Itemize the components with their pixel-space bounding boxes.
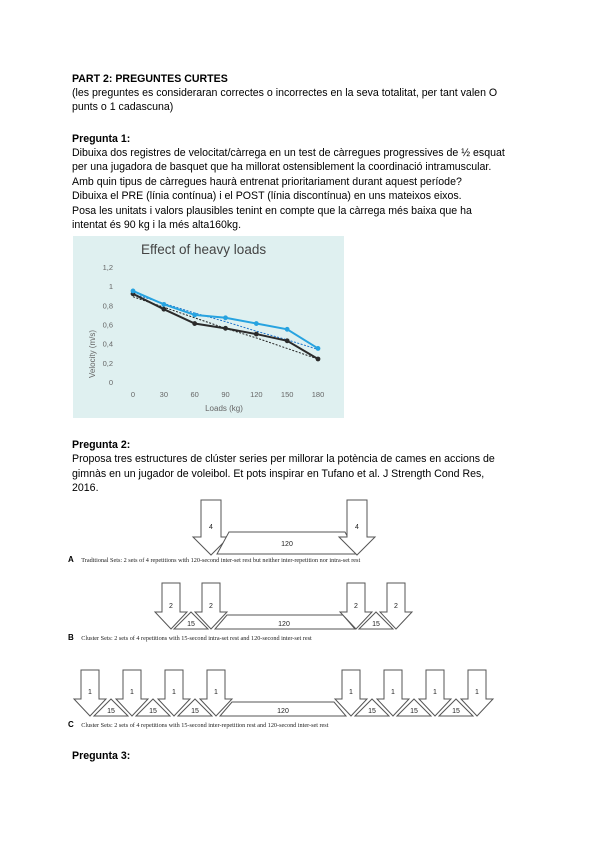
data-point-post — [316, 346, 321, 351]
part-title: PART 2: PREGUNTES CURTES — [72, 73, 228, 85]
rest-b: 120 — [278, 621, 290, 628]
rep-a-2: 4 — [355, 524, 359, 531]
q2-line-2: gimnàs en un jugador de voleibol. Et pots inspirar en Tufano et al. J Strength Cond Res, — [72, 468, 485, 480]
data-point-pre — [192, 321, 197, 326]
rep-c-5: 1 — [349, 689, 353, 696]
caption-a-letter: A — [68, 555, 74, 564]
data-point-pre — [223, 326, 228, 331]
q1-line-5: Posa les unitats i valors plausibles tenint en compte que la càrrega més baixa que ha — [72, 205, 472, 217]
data-point-pre — [285, 338, 290, 343]
data-point-post — [131, 289, 136, 294]
rest-c: 120 — [277, 708, 289, 715]
chart-background — [73, 236, 344, 418]
data-point-pre — [254, 332, 259, 337]
y-tick-label: 0,8 — [102, 301, 113, 311]
caption-c-text: Cluster Sets: 2 sets of 4 repetitions with 15-second inter-repetition rest and 120-second inter-set rest — [81, 722, 329, 729]
data-point-post — [223, 315, 228, 320]
data-point-post — [192, 313, 197, 318]
part-note-line-1: (les preguntes es consideraran correctes o incorrectes en la seva totalitat, per tant valen O — [72, 87, 498, 99]
data-point-post — [161, 302, 166, 307]
data-point-post — [285, 327, 290, 332]
rep-b-2: 2 — [209, 603, 213, 610]
row-b-diagram — [155, 583, 412, 629]
data-point-pre — [316, 357, 321, 362]
y-tick-label: 0,4 — [102, 339, 113, 349]
chart-y-label: Velocity (m/s) — [88, 329, 97, 379]
rep-c-8: 1 — [475, 689, 479, 696]
y-tick-label: 0 — [108, 378, 113, 387]
x-tick-label: 60 — [190, 390, 199, 399]
rep-c-1: 1 — [88, 689, 92, 696]
intra-c-6: 15 — [452, 708, 460, 715]
q1-line-3: Amb quin tipus de càrregues haurà entrenat prioritariament durant aquest període? — [72, 176, 462, 188]
rep-b-4: 2 — [394, 603, 398, 610]
y-tick-label: 0,6 — [102, 320, 113, 330]
intra-b-2: 15 — [372, 621, 380, 628]
q1-line-6: intentat és 90 kg i la més alta160kg. — [72, 219, 242, 231]
intra-b-1: 15 — [187, 621, 195, 628]
y-tick-label: 1,2 — [102, 263, 113, 272]
rep-b-1: 2 — [169, 603, 173, 610]
y-tick-label: 0,2 — [102, 358, 113, 368]
rep-c-4: 1 — [214, 689, 218, 696]
caption-c-letter: C — [68, 720, 74, 729]
rep-a-1: 4 — [209, 524, 213, 531]
rep-c-3: 1 — [172, 689, 176, 696]
q1-title: Pregunta 1: — [72, 133, 131, 145]
x-tick-label: 30 — [159, 390, 169, 399]
x-tick-label: 150 — [280, 390, 294, 399]
x-tick-label: 90 — [221, 390, 230, 399]
intra-c-5: 15 — [410, 708, 418, 715]
x-tick-label: 0 — [130, 390, 136, 399]
row-c-diagram — [74, 670, 493, 716]
rest-a: 120 — [281, 541, 293, 548]
q1-line-1: Dibuixa dos registres de velocitat/càrrega en un test de càrregues progressives de ½ esquat — [72, 147, 505, 159]
intra-c-4: 15 — [368, 708, 376, 715]
intra-c-2: 15 — [149, 708, 157, 715]
x-tick-label: 180 — [311, 390, 325, 399]
data-point-post — [254, 321, 259, 326]
q2-line-3: 2016. — [72, 482, 99, 494]
caption-a-text: Traditional Sets: 2 sets of 4 repetitions with 120-second inter-set rest but neither inter-repetition nor intra-set rest — [81, 557, 361, 564]
q3-title: Pregunta 3: — [72, 750, 131, 762]
q2-line-1: Proposa tres estructures de clúster series per millorar la potència de cames en accions de — [72, 453, 495, 465]
y-tick-label: 1 — [108, 282, 113, 292]
cluster-sets-figure — [68, 495, 528, 735]
intra-c-3: 15 — [191, 708, 199, 715]
row-a-diagram — [193, 500, 375, 555]
chart-x-label: Loads (kg) — [205, 404, 243, 413]
rep-c-7: 1 — [433, 689, 437, 696]
q2-title: Pregunta 2: — [72, 439, 131, 451]
data-point-pre — [161, 307, 166, 312]
part-note-line-2: punts o 1 cadascuna) — [72, 101, 174, 113]
caption-c — [68, 714, 329, 731]
x-tick-label: 120 — [250, 390, 263, 399]
q1-line-4: Dibuixa el PRE (línia contínua) i el POST (línia discontínua) en uns mateixos eixos. — [72, 190, 462, 202]
chart-title: Effect of heavy loads — [141, 242, 267, 257]
intra-c-1: 15 — [107, 708, 115, 715]
rep-c-6: 1 — [391, 689, 395, 696]
rep-b-3: 2 — [354, 603, 358, 610]
caption-b-letter: B — [68, 633, 74, 642]
rep-c-2: 1 — [130, 689, 134, 696]
q1-line-2: per una jugadora de basquet que ha millorat ostensiblement la coordinació intramuscular. — [72, 161, 492, 173]
caption-b-text: Cluster Sets: 2 sets of 4 repetitions with 15-second intra-set rest and 120-second inter-set rest — [81, 635, 312, 642]
velocity-load-chart — [73, 236, 344, 418]
caption-b — [68, 627, 312, 644]
